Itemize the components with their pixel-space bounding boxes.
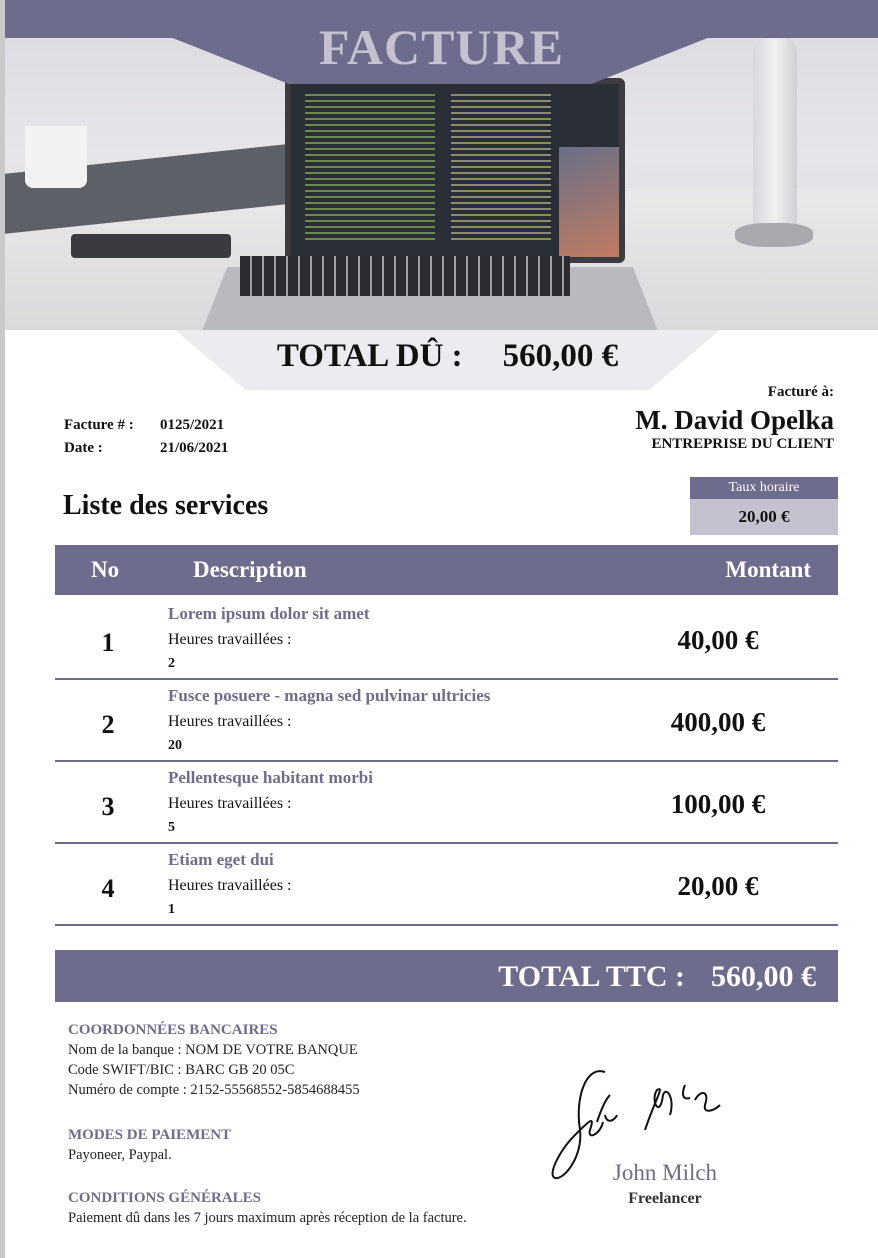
signer-name: John Milch xyxy=(612,1160,718,1185)
terms xyxy=(68,1188,488,1228)
bank-heading: COORDONNÉES BANCAIRES xyxy=(68,1022,278,1038)
phone-image xyxy=(71,234,231,258)
row-number: 1 xyxy=(101,628,115,657)
header-description: Description xyxy=(193,557,307,582)
row-amount: 100,00 € xyxy=(670,789,766,819)
total-due-label: TOTAL DÛ : xyxy=(276,338,463,374)
signer-role: Freelancer xyxy=(628,1190,702,1207)
row-hours-label: Heures travaillées : xyxy=(168,713,292,730)
terms-text: Paiement dû dans les 7 jours maximum après réception de la facture. xyxy=(68,1210,467,1226)
total-ttc-value: 560,00 € xyxy=(711,960,816,993)
bank-swift: Code SWIFT/BIC : BARC GB 20 05C xyxy=(68,1062,295,1078)
total-ttc-label: TOTAL TTC : xyxy=(498,960,685,993)
document-title: FACTURE xyxy=(319,19,564,75)
row-hours: 2 xyxy=(168,656,175,671)
row-description: Lorem ipsum dolor sit amet xyxy=(168,604,370,623)
bank-name: Nom de la banque : NOM DE VOTRE BANQUE xyxy=(68,1042,358,1058)
mug-image xyxy=(25,126,87,188)
total-ttc xyxy=(55,950,838,1002)
hourly-rate-label: Taux horaire xyxy=(690,477,838,499)
table-row xyxy=(55,598,838,680)
hourly-rate-box xyxy=(690,477,838,535)
laptop-image xyxy=(285,78,625,263)
row-description: Fusce posuere - magna sed pulvinar ultricies xyxy=(168,686,491,705)
row-hours: 1 xyxy=(168,902,175,917)
row-hours-label: Heures travaillées : xyxy=(168,795,292,812)
header-amount: Montant xyxy=(725,557,811,582)
section-title: Liste des services xyxy=(63,490,269,521)
bill-to-label: Facturé à: xyxy=(767,384,834,400)
row-amount: 400,00 € xyxy=(670,707,766,737)
table-header xyxy=(55,545,838,595)
row-hours: 5 xyxy=(168,820,175,835)
row-amount: 20,00 € xyxy=(677,871,759,901)
row-number: 3 xyxy=(101,792,115,821)
bank-account: Numéro de compte : 2152-55568552-5854688455 xyxy=(68,1082,360,1098)
invoice-meta xyxy=(64,414,228,460)
total-due-value: 560,00 € xyxy=(502,338,619,374)
table-row xyxy=(55,762,838,844)
bill-to xyxy=(635,384,834,453)
invoice-number: 0125/2021 xyxy=(160,417,225,433)
table-row xyxy=(55,680,838,762)
row-description: Pellentesque habitant morbi xyxy=(168,768,373,787)
terms-heading: CONDITIONS GÉNÉRALES xyxy=(68,1190,261,1206)
invoice-date: 21/06/2021 xyxy=(160,440,229,456)
row-hours-label: Heures travaillées : xyxy=(168,877,292,894)
row-number: 2 xyxy=(101,710,115,739)
total-due xyxy=(175,338,720,375)
row-number: 4 xyxy=(101,874,115,903)
table-row xyxy=(55,844,838,926)
header-no: No xyxy=(91,557,120,582)
client-company: ENTREPRISE DU CLIENT xyxy=(651,436,834,452)
invoice-date-label: Date : xyxy=(64,440,103,456)
row-description: Etiam eget dui xyxy=(168,850,274,869)
payment-heading: MODES DE PAIEMENT xyxy=(68,1127,232,1143)
row-hours: 20 xyxy=(168,738,182,753)
hourly-rate-value: 20,00 € xyxy=(690,499,838,535)
invoice-number-label: Facture # : xyxy=(64,417,134,433)
client-name: M. David Opelka xyxy=(635,405,834,435)
payment-methods xyxy=(68,1125,231,1165)
payment-text: Payoneer, Paypal. xyxy=(68,1147,172,1163)
row-amount: 40,00 € xyxy=(677,625,759,655)
row-hours-label: Heures travaillées : xyxy=(168,631,292,648)
bank-details xyxy=(68,1020,360,1100)
